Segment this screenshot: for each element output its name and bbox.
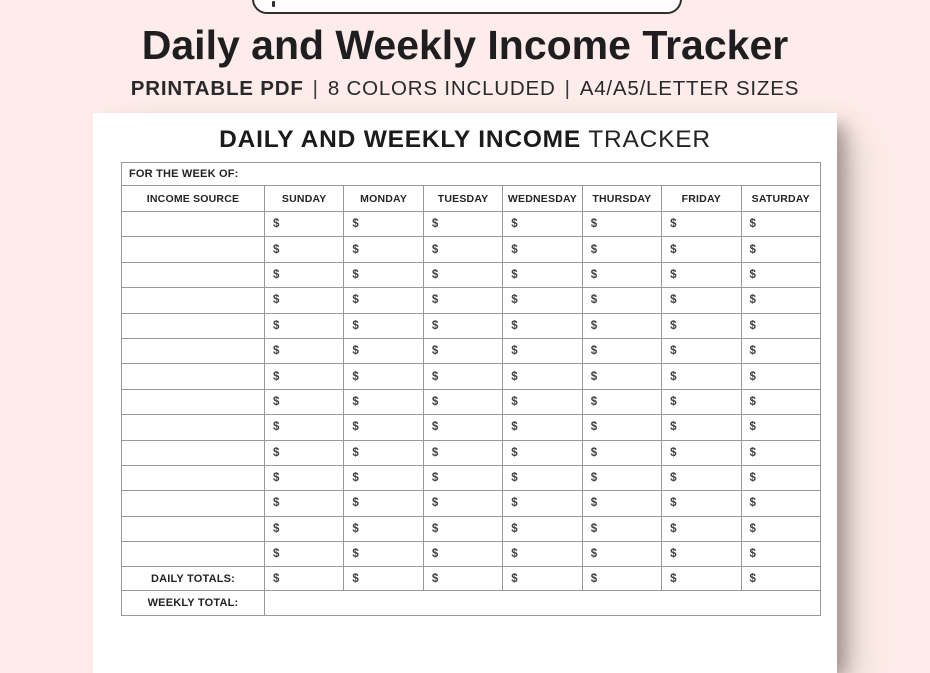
amount-cell: $ xyxy=(423,491,502,516)
entry-row xyxy=(122,465,821,490)
amount-cell: $ xyxy=(423,364,502,389)
daily-total-amount-cell: $ xyxy=(503,567,582,591)
amount-cell: $ xyxy=(582,389,661,414)
cropped-top-pill xyxy=(252,0,682,14)
amount-cell: $ xyxy=(503,415,582,440)
entry-row xyxy=(122,313,821,338)
income-source-cell xyxy=(122,338,265,363)
amount-cell: $ xyxy=(582,542,661,567)
income-source-cell xyxy=(122,288,265,313)
column-header-saturday: SATURDAY xyxy=(741,186,820,212)
amount-cell: $ xyxy=(741,440,820,465)
amount-cell: $ xyxy=(662,415,741,440)
income-source-cell xyxy=(122,440,265,465)
amount-cell: $ xyxy=(503,262,582,287)
amount-cell: $ xyxy=(344,237,423,262)
amount-cell: $ xyxy=(265,313,344,338)
amount-cell: $ xyxy=(582,237,661,262)
amount-cell: $ xyxy=(741,237,820,262)
entry-row xyxy=(122,364,821,389)
column-header-monday: MONDAY xyxy=(344,186,423,212)
amount-cell: $ xyxy=(423,237,502,262)
subtitle-separator: | xyxy=(564,77,571,100)
amount-cell: $ xyxy=(503,288,582,313)
amount-cell: $ xyxy=(265,465,344,490)
income-source-cell xyxy=(122,491,265,516)
amount-cell: $ xyxy=(344,212,423,237)
entry-row xyxy=(122,516,821,541)
amount-cell: $ xyxy=(265,288,344,313)
tracker-sheet xyxy=(93,113,837,673)
subtitle-colors: 8 COLORS INCLUDED xyxy=(327,77,556,100)
amount-cell: $ xyxy=(265,237,344,262)
amount-cell: $ xyxy=(344,542,423,567)
income-source-cell xyxy=(122,364,265,389)
daily-total-amount-cell: $ xyxy=(423,567,502,591)
tracker-table-body xyxy=(122,163,821,616)
amount-cell: $ xyxy=(503,465,582,490)
column-header-income-source: INCOME SOURCE xyxy=(122,186,265,212)
amount-cell: $ xyxy=(662,262,741,287)
amount-cell: $ xyxy=(503,389,582,414)
amount-cell: $ xyxy=(344,389,423,414)
amount-cell: $ xyxy=(344,288,423,313)
entry-row xyxy=(122,440,821,465)
entry-row xyxy=(122,542,821,567)
daily-total-amount-cell: $ xyxy=(662,567,741,591)
income-source-cell xyxy=(122,542,265,567)
entry-row xyxy=(122,415,821,440)
amount-cell: $ xyxy=(662,237,741,262)
amount-cell: $ xyxy=(741,465,820,490)
income-source-cell xyxy=(122,389,265,414)
income-source-cell xyxy=(122,415,265,440)
amount-cell: $ xyxy=(265,364,344,389)
amount-cell: $ xyxy=(423,288,502,313)
amount-cell: $ xyxy=(344,338,423,363)
amount-cell: $ xyxy=(582,364,661,389)
income-source-cell xyxy=(122,516,265,541)
amount-cell: $ xyxy=(582,313,661,338)
amount-cell: $ xyxy=(423,212,502,237)
amount-cell: $ xyxy=(423,338,502,363)
amount-cell: $ xyxy=(423,465,502,490)
amount-cell: $ xyxy=(662,313,741,338)
amount-cell: $ xyxy=(265,212,344,237)
amount-cell: $ xyxy=(503,440,582,465)
column-header-wednesday: WEDNESDAY xyxy=(503,186,582,212)
daily-totals-row xyxy=(122,567,821,591)
product-subtitle xyxy=(0,77,930,101)
income-source-cell xyxy=(122,237,265,262)
cropped-text-mark xyxy=(272,1,275,7)
amount-cell: $ xyxy=(344,364,423,389)
amount-cell: $ xyxy=(741,313,820,338)
amount-cell: $ xyxy=(344,415,423,440)
amount-cell: $ xyxy=(344,516,423,541)
amount-cell: $ xyxy=(741,262,820,287)
income-source-cell xyxy=(122,262,265,287)
daily-totals-label: DAILY TOTALS: xyxy=(122,567,265,591)
amount-cell: $ xyxy=(582,440,661,465)
amount-cell: $ xyxy=(582,288,661,313)
amount-cell: $ xyxy=(503,212,582,237)
amount-cell: $ xyxy=(582,491,661,516)
amount-cell: $ xyxy=(582,415,661,440)
amount-cell: $ xyxy=(423,313,502,338)
sheet-title-bold: DAILY AND WEEKLY INCOME xyxy=(219,126,582,153)
amount-cell: $ xyxy=(741,288,820,313)
column-header-sunday: SUNDAY xyxy=(265,186,344,212)
income-source-cell xyxy=(122,313,265,338)
sheet-title-regular: TRACKER xyxy=(588,126,711,153)
entry-row xyxy=(122,288,821,313)
amount-cell: $ xyxy=(265,440,344,465)
weekly-total-cell xyxy=(265,591,821,616)
amount-cell: $ xyxy=(741,389,820,414)
amount-cell: $ xyxy=(423,389,502,414)
amount-cell: $ xyxy=(741,338,820,363)
income-source-cell xyxy=(122,212,265,237)
subtitle-separator: | xyxy=(312,77,319,100)
amount-cell: $ xyxy=(741,364,820,389)
column-header-friday: FRIDAY xyxy=(662,186,741,212)
amount-cell: $ xyxy=(662,491,741,516)
amount-cell: $ xyxy=(741,542,820,567)
amount-cell: $ xyxy=(503,542,582,567)
amount-cell: $ xyxy=(662,465,741,490)
weekly-total-row xyxy=(122,591,821,616)
sheet-title xyxy=(93,126,837,154)
amount-cell: $ xyxy=(503,364,582,389)
amount-cell: $ xyxy=(741,415,820,440)
amount-cell: $ xyxy=(582,516,661,541)
amount-cell: $ xyxy=(662,389,741,414)
daily-total-amount-cell: $ xyxy=(265,567,344,591)
amount-cell: $ xyxy=(662,542,741,567)
amount-cell: $ xyxy=(741,491,820,516)
amount-cell: $ xyxy=(423,440,502,465)
amount-cell: $ xyxy=(503,338,582,363)
entry-row xyxy=(122,237,821,262)
amount-cell: $ xyxy=(503,237,582,262)
amount-cell: $ xyxy=(741,516,820,541)
amount-cell: $ xyxy=(265,262,344,287)
daily-total-amount-cell: $ xyxy=(741,567,820,591)
amount-cell: $ xyxy=(344,491,423,516)
daily-total-amount-cell: $ xyxy=(582,567,661,591)
amount-cell: $ xyxy=(662,288,741,313)
entry-row xyxy=(122,262,821,287)
amount-cell: $ xyxy=(265,389,344,414)
product-title: Daily and Weekly Income Tracker xyxy=(141,22,789,68)
amount-cell: $ xyxy=(265,542,344,567)
subtitle-printable-pdf: PRINTABLE PDF xyxy=(130,77,304,100)
amount-cell: $ xyxy=(265,338,344,363)
amount-cell: $ xyxy=(662,212,741,237)
daily-total-amount-cell: $ xyxy=(344,567,423,591)
amount-cell: $ xyxy=(582,465,661,490)
column-header-thursday: THURSDAY xyxy=(582,186,661,212)
amount-cell: $ xyxy=(741,212,820,237)
amount-cell: $ xyxy=(344,440,423,465)
amount-cell: $ xyxy=(582,338,661,363)
amount-cell: $ xyxy=(344,465,423,490)
amount-cell: $ xyxy=(503,313,582,338)
amount-cell: $ xyxy=(423,542,502,567)
entry-row xyxy=(122,338,821,363)
amount-cell: $ xyxy=(662,364,741,389)
income-source-cell xyxy=(122,465,265,490)
column-header-tuesday: TUESDAY xyxy=(423,186,502,212)
amount-cell: $ xyxy=(344,262,423,287)
subtitle-sizes: A4/A5/LETTER SIZES xyxy=(579,77,800,100)
amount-cell: $ xyxy=(344,313,423,338)
amount-cell: $ xyxy=(423,415,502,440)
entry-row xyxy=(122,491,821,516)
amount-cell: $ xyxy=(662,338,741,363)
income-tracker-table xyxy=(121,162,821,616)
week-of-cell: FOR THE WEEK OF: xyxy=(122,163,821,186)
amount-cell: $ xyxy=(662,440,741,465)
amount-cell: $ xyxy=(265,516,344,541)
amount-cell: $ xyxy=(423,262,502,287)
amount-cell: $ xyxy=(582,212,661,237)
amount-cell: $ xyxy=(265,415,344,440)
amount-cell: $ xyxy=(423,516,502,541)
amount-cell: $ xyxy=(503,516,582,541)
weekly-total-label: WEEKLY TOTAL: xyxy=(122,591,265,616)
amount-cell: $ xyxy=(582,262,661,287)
entry-row xyxy=(122,212,821,237)
amount-cell: $ xyxy=(503,491,582,516)
amount-cell: $ xyxy=(265,491,344,516)
amount-cell: $ xyxy=(662,516,741,541)
entry-row xyxy=(122,389,821,414)
